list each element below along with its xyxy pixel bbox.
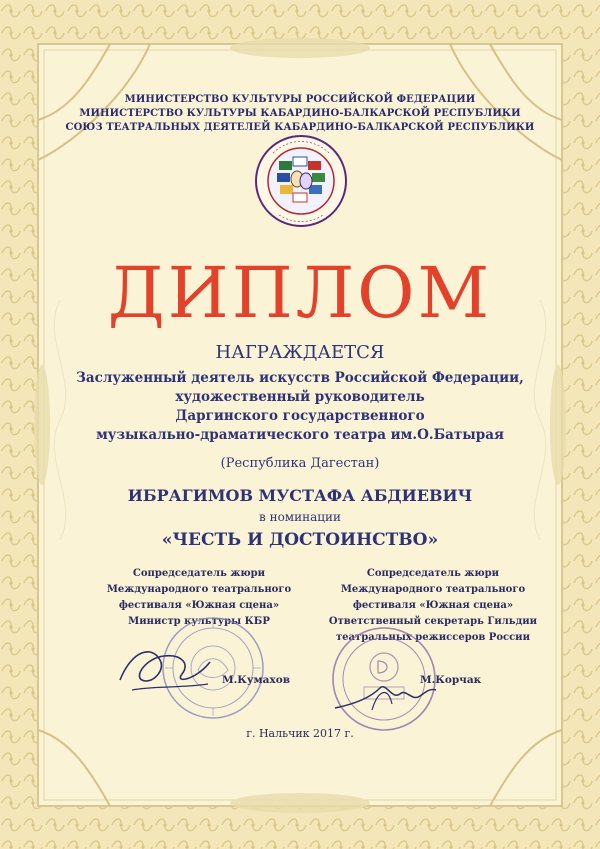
signatory-left-line-3: фестиваля «Южная сцена»	[118, 600, 280, 611]
diploma-title: ДИПЛОМ	[107, 252, 493, 334]
description-line-1: Заслуженный деятель искусств Российской Федерации,	[76, 370, 524, 386]
signatory-left-line-4: Министр культуры КБР	[128, 616, 270, 627]
place-date: г. Нальчик 2017 г.	[246, 727, 354, 740]
signatory-right-line-3: фестиваля «Южная сцена»	[352, 600, 514, 611]
awarded-label: НАГРАЖДАЕТСЯ	[215, 342, 385, 363]
signatory-right-line-4: Ответственный секретарь Гильдии	[328, 616, 538, 627]
issuer-line-3: СОЮЗ ТЕАТРАЛЬНЫХ ДЕЯТЕЛЕЙ КАБАРДИНО-БАЛКАРСКОЙ РЕСПУБЛИКИ	[65, 122, 535, 133]
signatory-left-name: М.Кумахов	[222, 674, 291, 686]
issuer-header	[0, 93, 600, 135]
festival-emblem	[253, 133, 349, 229]
issuer-line-2: МИНИСТЕРСТВО КУЛЬТУРЫ КАБАРДИНО-БАЛКАРСКОЙ РЕСПУБЛИКИ	[79, 108, 521, 119]
recipient-name: ИБРАГИМОВ МУСТАФА АБДИЕВИЧ	[127, 486, 473, 505]
signatory-left-line-2: Международного театрального	[106, 584, 292, 595]
recipient-description	[0, 369, 600, 445]
nomination-label: в номинации	[259, 510, 341, 524]
signatory-right-line-1: Сопредседатель жюри	[366, 568, 500, 579]
signatory-left-line-1: Сопредседатель жюри	[132, 568, 266, 579]
description-line-4: музыкально-драматического театра им.О.Батырая	[96, 427, 504, 443]
region-label: (Республика Дагестан)	[220, 456, 380, 471]
description-line-2: художественный руководитель	[175, 389, 425, 405]
description-line-3: Даргинского государственного	[175, 408, 425, 424]
signatory-right-name: М.Корчак	[420, 674, 482, 686]
signatory-right-line-2: Международного театрального	[340, 584, 526, 595]
left-signature	[112, 640, 222, 700]
issuer-line-1: МИНИСТЕРСТВО КУЛЬТУРЫ РОССИЙСКОЙ ФЕДЕРАЦИИ	[124, 94, 476, 105]
signatory-right-line-5: театральных режиссеров России	[335, 632, 531, 643]
nomination-title: «ЧЕСТЬ И ДОСТОИНСТВО»	[161, 530, 439, 550]
